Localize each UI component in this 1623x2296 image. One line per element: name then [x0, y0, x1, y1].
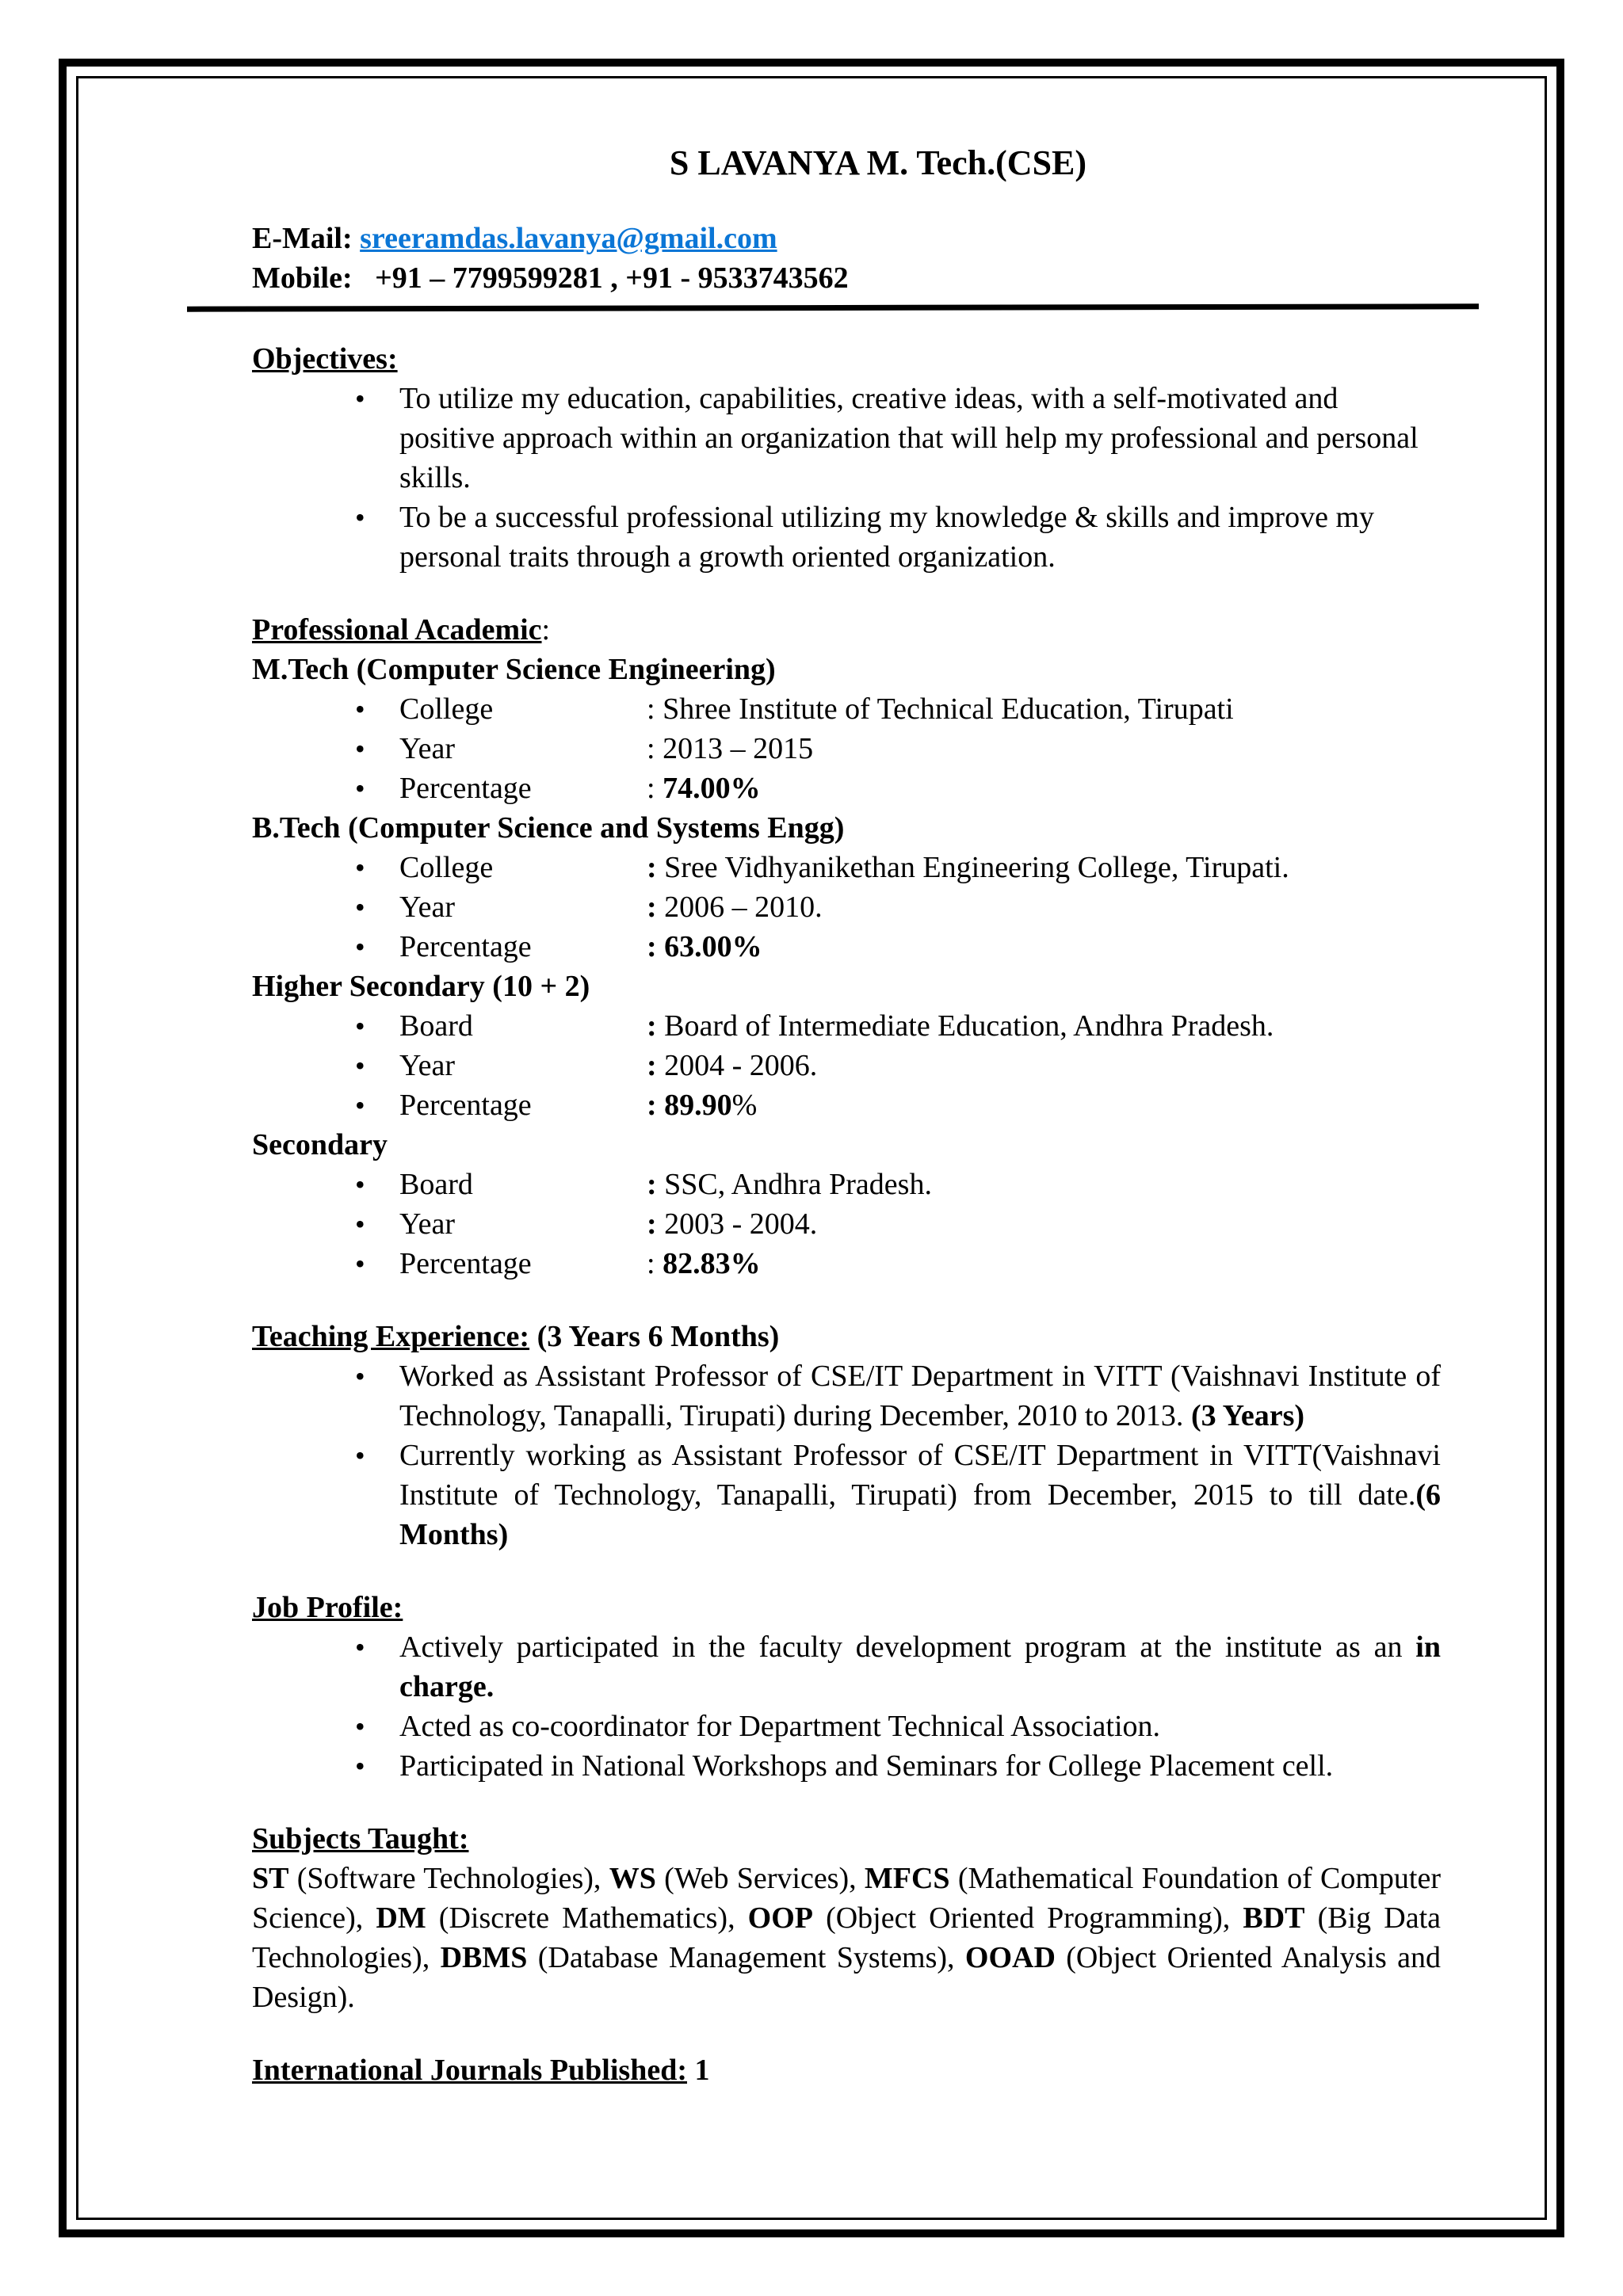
detail-row: [399, 1085, 1441, 1125]
subject-abbr: DM: [376, 1901, 426, 1935]
detail-row: [399, 1204, 1441, 1244]
detail-key: • College: [399, 692, 494, 726]
job-item-text: Acted as co-coordinator for Department Technical Association.: [399, 1710, 1161, 1743]
detail-row: [399, 848, 1441, 887]
detail-key: • Year: [399, 1049, 456, 1082]
subjects-heading: Subjects Taught:: [252, 1822, 469, 1855]
detail-row: [399, 769, 1441, 808]
btech-title: B.Tech (Computer Science and Systems Engg): [252, 811, 845, 845]
detail-key: • Year: [399, 891, 456, 924]
email-label: E-Mail:: [252, 222, 353, 255]
objective-item: • To be a successful professional utilizing my knowledge & skills and improve my personal traits through a growth oriented organization.: [399, 498, 1441, 577]
teaching-duration: (3 Years 6 Months): [529, 1320, 780, 1353]
academic-heading: Professional Academic: [252, 613, 542, 646]
subject-name: (Object Oriented Analysis and Design).: [252, 1941, 1441, 2014]
academic-heading-colon: :: [541, 613, 551, 646]
detail-sep: :: [647, 930, 657, 963]
detail-sep: :: [647, 1089, 657, 1122]
detail-key: • Percentage: [399, 1089, 532, 1122]
detail-value: 82.83%: [663, 1247, 761, 1280]
detail-key: • Board: [399, 1168, 473, 1201]
teaching-item: [399, 1436, 1441, 1554]
detail-sep: :: [647, 692, 655, 726]
detail-sep: :: [647, 1009, 657, 1043]
job-item: [399, 1627, 1441, 1707]
detail-row: [399, 887, 1441, 927]
teaching-list: [252, 1356, 1441, 1554]
resume-content: [252, 127, 1441, 2090]
objective-item: • To utilize my education, capabilities, creative ideas, with a self-motivated and positive approach within an organization that will help my professional and personal skills.: [399, 379, 1441, 498]
journals-line: [252, 2050, 1441, 2090]
detail-value-suffix: %: [731, 1089, 758, 1122]
detail-value: Board of Intermediate Education, Andhra Pradesh.: [664, 1009, 1274, 1043]
detail-value: 2013 – 2015: [663, 732, 814, 765]
subjects-paragraph: [252, 1859, 1441, 2017]
detail-value: 2006 – 2010.: [664, 891, 823, 924]
subject-name: (Object Oriented Programming),: [813, 1901, 1243, 1935]
email-link[interactable]: sreeramdas.lavanya@gmail.com: [360, 222, 777, 255]
teaching-item-text: Worked as Assistant Professor of CSE/IT Department in VITT (Vaishnavi Institute of Technology, Tanapalli, Tirupati) during December, 2010 to 2013.: [399, 1360, 1441, 1432]
job-profile-section: [252, 1588, 1441, 1786]
subject-abbr: DBMS: [440, 1941, 528, 1974]
detail-value: 89.90: [664, 1089, 732, 1122]
subject-abbr: ST: [252, 1862, 289, 1895]
objectives-list: [252, 379, 1441, 577]
teaching-item-duration: (3 Years): [1190, 1399, 1305, 1432]
email-line: [252, 219, 1441, 258]
higher-secondary-title: Higher Secondary (10 + 2): [252, 970, 590, 1003]
detail-key: • Board: [399, 1009, 473, 1043]
subject-name: (Database Management Systems),: [527, 1941, 965, 1974]
detail-key: • Percentage: [399, 1247, 532, 1280]
detail-value: 2004 - 2006.: [664, 1049, 818, 1082]
subject-name: (Big Data Technologies),: [252, 1901, 1441, 1974]
detail-sep: :: [647, 851, 657, 884]
detail-key: • College: [399, 851, 494, 884]
mobile-numbers: +91 – 7799599281 , +91 - 9533743562: [375, 261, 849, 295]
teaching-heading: Teaching Experience:: [252, 1320, 530, 1353]
job-item: [399, 1707, 1441, 1746]
mtech-details: [252, 689, 1441, 808]
teaching-item: [399, 1356, 1441, 1436]
detail-key: • Year: [399, 1207, 456, 1241]
academic-section: [252, 610, 1441, 1283]
detail-key: • Percentage: [399, 772, 532, 805]
subjects-section: [252, 1819, 1441, 2017]
detail-sep: :: [647, 1168, 657, 1201]
mtech-title: M.Tech (Computer Science Engineering): [252, 653, 776, 686]
detail-value: 74.00%: [663, 772, 761, 805]
job-item-emphasis: in charge.: [399, 1630, 1441, 1703]
job-item-text: Actively participated in the faculty development program at the institute as an: [399, 1630, 1416, 1664]
detail-sep: :: [647, 1049, 657, 1082]
detail-row: [399, 927, 1441, 967]
detail-sep: :: [647, 1247, 655, 1280]
detail-row: [399, 1006, 1441, 1046]
teaching-item-text: Currently working as Assistant Professor of CSE/IT Department in VITT(Vaishnavi Institute of Technology, Tanapalli, Tirupati) from December, 2015 to till date.: [399, 1439, 1441, 1512]
subject-abbr: OOAD: [964, 1941, 1056, 1974]
detail-value: SSC, Andhra Pradesh.: [664, 1168, 932, 1201]
journals-count: 1: [687, 2054, 710, 2087]
subject-abbr: MFCS: [864, 1862, 950, 1895]
detail-value: Sree Vidhyanikethan Engineering College, Tirupati.: [664, 851, 1289, 884]
subject-abbr: BDT: [1243, 1901, 1305, 1935]
higher-secondary-details: [252, 1006, 1441, 1125]
academic-heading-line: [252, 610, 1441, 650]
subject-name: (Web Services),: [655, 1862, 865, 1895]
job-profile-list: [252, 1627, 1441, 1786]
detail-row: [399, 689, 1441, 729]
detail-key: • Year: [399, 732, 456, 765]
job-item: [399, 1746, 1441, 1786]
subject-abbr: WS: [609, 1862, 656, 1895]
detail-sep: :: [647, 732, 655, 765]
teaching-heading-line: [252, 1317, 1441, 1356]
subject-name: (Software Technologies),: [288, 1862, 609, 1895]
subject-name: (Mathematical Foundation of Computer Science),: [252, 1862, 1441, 1935]
detail-sep: :: [647, 891, 657, 924]
mobile-label: Mobile:: [252, 261, 353, 295]
subject-abbr: OOP: [747, 1901, 813, 1935]
job-profile-heading: Job Profile:: [252, 1591, 403, 1624]
detail-row: [399, 1165, 1441, 1204]
subject-name: (Discrete Mathematics),: [426, 1901, 748, 1935]
teaching-section: [252, 1317, 1441, 1554]
teaching-item-duration: (6 Months): [399, 1478, 1441, 1551]
journals-section: [252, 2050, 1441, 2090]
detail-row: [399, 1244, 1441, 1283]
objectives-section: [252, 339, 1441, 577]
detail-value: 2003 - 2004.: [664, 1207, 818, 1241]
detail-value: 63.00%: [664, 930, 762, 963]
detail-sep: :: [647, 1207, 657, 1241]
secondary-details: [252, 1165, 1441, 1283]
journals-heading: International Journals Published:: [252, 2054, 687, 2087]
btech-details: [252, 848, 1441, 967]
contact-block: [252, 219, 1441, 298]
candidate-name: S LAVANYA M. Tech.(CSE): [669, 143, 1087, 182]
detail-row: [399, 1046, 1441, 1085]
mobile-line: [252, 258, 1441, 298]
detail-sep: :: [647, 772, 655, 805]
detail-key: • Percentage: [399, 930, 532, 963]
detail-row: [399, 729, 1441, 769]
detail-value: Shree Institute of Technical Education, Tirupati: [663, 692, 1234, 726]
job-item-text: Participated in National Workshops and Seminars for College Placement cell.: [399, 1749, 1334, 1783]
secondary-title: Secondary: [252, 1128, 388, 1161]
objectives-heading: Objectives:: [252, 342, 398, 376]
